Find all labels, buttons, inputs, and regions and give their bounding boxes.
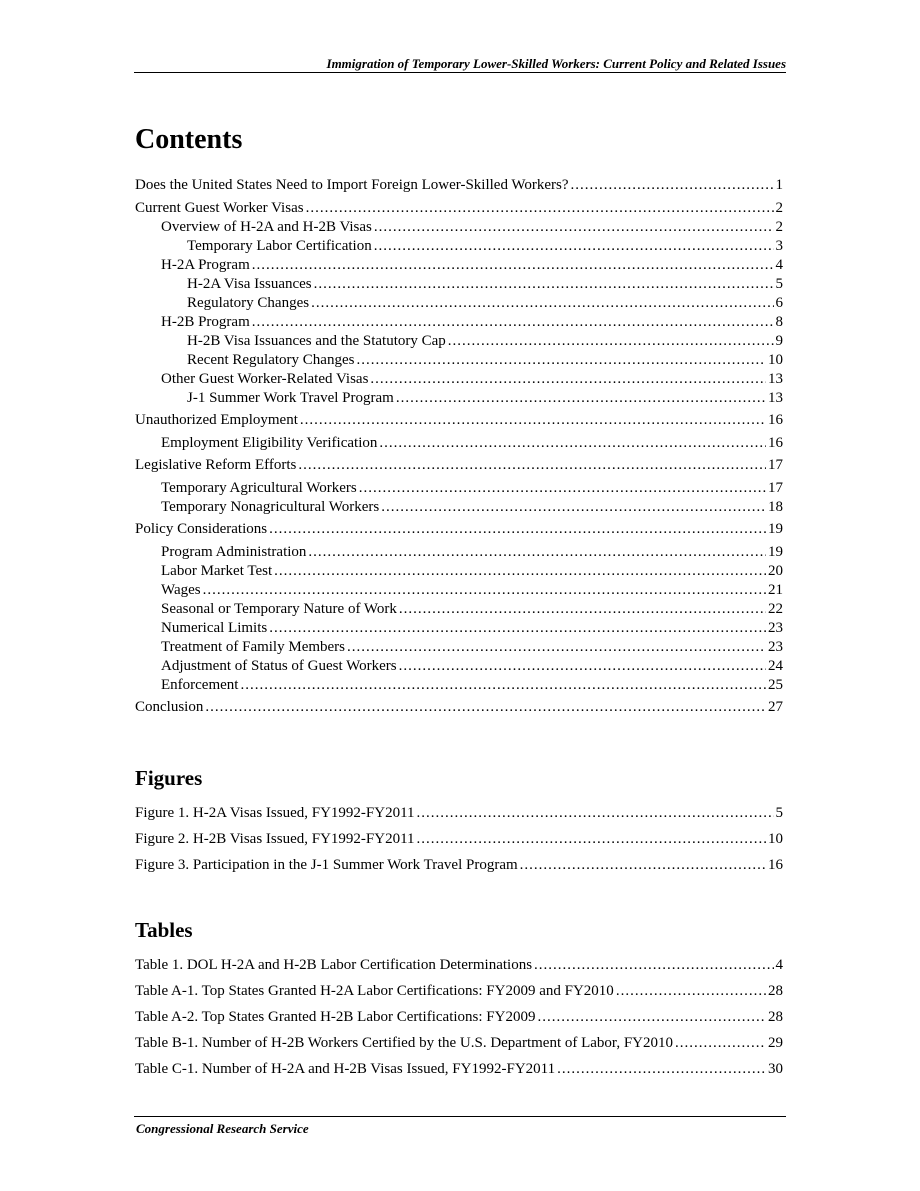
toc-entry[interactable]: [135, 237, 783, 256]
dot-leader: [571, 176, 774, 195]
table-entry[interactable]: [135, 1034, 783, 1053]
toc-entry[interactable]: [135, 332, 783, 351]
table-entry-title: Table C-1. Number of H-2A and H-2B Visas Issued, FY1992-FY2011: [135, 1061, 556, 1077]
toc-entry-page: 9: [775, 332, 783, 349]
dot-leader: [417, 830, 766, 849]
toc-entry-title: Employment Eligibility Verification: [161, 434, 378, 451]
dot-leader: [557, 1060, 766, 1079]
toc-entry-page: 20: [768, 562, 783, 579]
dot-leader: [448, 332, 774, 351]
figure-entry[interactable]: [135, 830, 783, 849]
toc-entry[interactable]: [135, 294, 783, 313]
dot-leader: [306, 199, 774, 218]
dot-leader: [274, 562, 766, 581]
figure-entry-page: 5: [775, 805, 783, 821]
toc-entry-title: H-2B Visa Issuances and the Statutory Cap: [187, 332, 446, 349]
table-entry[interactable]: [135, 982, 783, 1001]
contents-heading: Contents: [135, 124, 243, 155]
toc-entry-title: Program Administration: [161, 543, 307, 560]
dot-leader: [379, 434, 766, 453]
dot-leader: [269, 619, 766, 638]
dot-leader: [534, 956, 773, 975]
table-entry-page: 4: [775, 957, 783, 973]
figure-entry-title: Figure 1. H-2A Visas Issued, FY1992-FY2011: [135, 805, 415, 821]
toc-entry-page: 10: [768, 351, 783, 368]
toc-entry-page: 2: [775, 199, 783, 216]
table-entry[interactable]: [135, 956, 783, 975]
tables-heading: Tables: [135, 918, 193, 942]
toc-entry-page: 16: [768, 412, 783, 428]
toc-entry-title: Conclusion: [135, 699, 204, 715]
toc-entry-page: 5: [775, 275, 783, 292]
toc-entry[interactable]: [135, 176, 783, 195]
toc-entry-title: Unauthorized Employment: [135, 412, 298, 428]
toc-entry[interactable]: [135, 456, 783, 475]
contents-list: [135, 176, 783, 717]
dot-leader: [399, 657, 766, 676]
dot-leader: [347, 638, 766, 657]
toc-entry-page: 4: [775, 256, 783, 273]
toc-entry-title: Numerical Limits: [161, 619, 268, 636]
table-entry-page: 29: [768, 1035, 783, 1051]
toc-entry-page: 23: [768, 619, 783, 636]
dot-leader: [314, 275, 774, 294]
toc-entry-page: 24: [768, 657, 783, 674]
toc-entry[interactable]: [135, 543, 783, 562]
figures-heading: Figures: [135, 766, 203, 790]
toc-entry[interactable]: [135, 411, 783, 430]
table-entry-title: Table A-2. Top States Granted H-2B Labor Certifications: FY2009: [135, 1009, 536, 1025]
toc-entry-title: Enforcement: [161, 676, 239, 693]
toc-entry-title: Labor Market Test: [161, 562, 273, 579]
toc-entry-page: 19: [768, 543, 783, 560]
toc-entry-page: 17: [768, 457, 783, 473]
toc-entry[interactable]: [135, 498, 783, 517]
toc-entry[interactable]: [135, 218, 783, 237]
toc-entry-page: 2: [775, 218, 783, 235]
toc-entry-page: 3: [775, 237, 783, 254]
toc-entry-page: 25: [768, 676, 783, 693]
toc-entry[interactable]: [135, 619, 783, 638]
toc-entry-title: Overview of H-2A and H-2B Visas: [161, 218, 372, 235]
toc-entry-title: Policy Considerations: [135, 521, 268, 537]
dot-leader: [359, 479, 766, 498]
toc-entry[interactable]: [135, 638, 783, 657]
table-entry[interactable]: [135, 1008, 783, 1027]
toc-entry[interactable]: [135, 370, 783, 389]
dot-leader: [675, 1034, 766, 1053]
toc-entry-page: 27: [768, 699, 783, 715]
toc-entry[interactable]: [135, 479, 783, 498]
toc-entry-title: H-2A Program: [161, 256, 250, 273]
figure-entry-page: 16: [768, 857, 783, 873]
toc-entry[interactable]: [135, 351, 783, 370]
table-entry[interactable]: [135, 1060, 783, 1079]
dot-leader: [300, 411, 766, 430]
toc-entry-title: Adjustment of Status of Guest Workers: [161, 657, 397, 674]
toc-entry-page: 17: [768, 479, 783, 496]
toc-entry-page: 13: [768, 389, 783, 406]
toc-entry-title: Wages: [161, 581, 201, 598]
table-entry-page: 28: [768, 983, 783, 999]
table-entry-title: Table B-1. Number of H-2B Workers Certified by the U.S. Department of Labor, FY2010: [135, 1035, 674, 1051]
header-rule: [134, 72, 786, 73]
running-header: Immigration of Temporary Lower-Skilled Workers: Current Policy and Related Issues: [326, 56, 786, 71]
dot-leader: [298, 456, 766, 475]
table-entry-page: 28: [768, 1009, 783, 1025]
toc-entry-page: 6: [775, 294, 783, 311]
running-footer: Congressional Research Service: [136, 1121, 309, 1136]
dot-leader: [203, 581, 766, 600]
dot-leader: [374, 218, 774, 237]
figure-entry-page: 10: [768, 831, 783, 847]
dot-leader: [356, 351, 766, 370]
toc-entry-title: H-2A Visa Issuances: [187, 275, 312, 292]
dot-leader: [370, 370, 766, 389]
toc-entry-page: 18: [768, 498, 783, 515]
toc-entry[interactable]: [135, 313, 783, 332]
toc-entry[interactable]: [135, 698, 783, 717]
toc-entry-title: Current Guest Worker Visas: [135, 199, 304, 216]
toc-entry[interactable]: [135, 562, 783, 581]
figure-entry[interactable]: [135, 804, 783, 823]
figure-entry[interactable]: [135, 856, 783, 875]
figure-entry-title: Figure 2. H-2B Visas Issued, FY1992-FY2011: [135, 831, 415, 847]
toc-entry-page: 22: [768, 600, 783, 617]
toc-entry[interactable]: [135, 581, 783, 600]
table-entry-title: Table A-1. Top States Granted H-2A Labor Certifications: FY2009 and FY2010: [135, 983, 614, 999]
dot-leader: [311, 294, 773, 313]
toc-entry-page: 13: [768, 370, 783, 387]
toc-entry[interactable]: [135, 657, 783, 676]
toc-entry[interactable]: [135, 199, 783, 218]
dot-leader: [269, 520, 766, 539]
toc-entry[interactable]: [135, 256, 783, 275]
dot-leader: [252, 256, 774, 275]
dot-leader: [520, 856, 766, 875]
toc-entry-title: Temporary Nonagricultural Workers: [161, 498, 380, 515]
toc-entry[interactable]: [135, 389, 783, 408]
dot-leader: [537, 1008, 766, 1027]
toc-entry[interactable]: [135, 520, 783, 539]
toc-entry-title: Other Guest Worker-Related Visas: [161, 370, 369, 387]
dot-leader: [308, 543, 766, 562]
toc-entry[interactable]: [135, 676, 783, 695]
dot-leader: [417, 804, 774, 823]
tables-list: [135, 956, 783, 1086]
toc-entry[interactable]: [135, 275, 783, 294]
footer-rule: [134, 1116, 786, 1117]
toc-entry-title: J-1 Summer Work Travel Program: [187, 389, 394, 406]
dot-leader: [399, 600, 766, 619]
toc-entry-title: Recent Regulatory Changes: [187, 351, 355, 368]
dot-leader: [381, 498, 766, 517]
figure-entry-title: Figure 3. Participation in the J-1 Summer Work Travel Program: [135, 857, 518, 873]
toc-entry-page: 1: [775, 177, 783, 193]
toc-entry-title: Temporary Labor Certification: [187, 237, 372, 254]
toc-entry[interactable]: [135, 600, 783, 619]
toc-entry-title: Does the United States Need to Import Foreign Lower-Skilled Workers?: [135, 177, 569, 193]
toc-entry-title: Treatment of Family Members: [161, 638, 346, 655]
dot-leader: [240, 676, 766, 695]
dot-leader: [396, 389, 766, 408]
dot-leader: [616, 982, 766, 1001]
dot-leader: [205, 698, 766, 717]
toc-entry-page: 8: [775, 313, 783, 330]
toc-entry-page: 19: [768, 521, 783, 537]
toc-entry-title: Regulatory Changes: [187, 294, 310, 311]
table-entry-page: 30: [768, 1061, 783, 1077]
toc-entry-title: Legislative Reform Efforts: [135, 457, 297, 473]
toc-entry-title: H-2B Program: [161, 313, 250, 330]
toc-entry-title: Seasonal or Temporary Nature of Work: [161, 600, 397, 617]
dot-leader: [252, 313, 774, 332]
toc-entry[interactable]: [135, 434, 783, 453]
figures-list: [135, 804, 783, 882]
toc-entry-page: 16: [768, 434, 783, 451]
toc-entry-page: 21: [768, 581, 783, 598]
toc-entry-title: Temporary Agricultural Workers: [161, 479, 357, 496]
table-entry-title: Table 1. DOL H-2A and H-2B Labor Certification Determinations: [135, 957, 533, 973]
dot-leader: [374, 237, 774, 256]
toc-entry-page: 23: [768, 638, 783, 655]
